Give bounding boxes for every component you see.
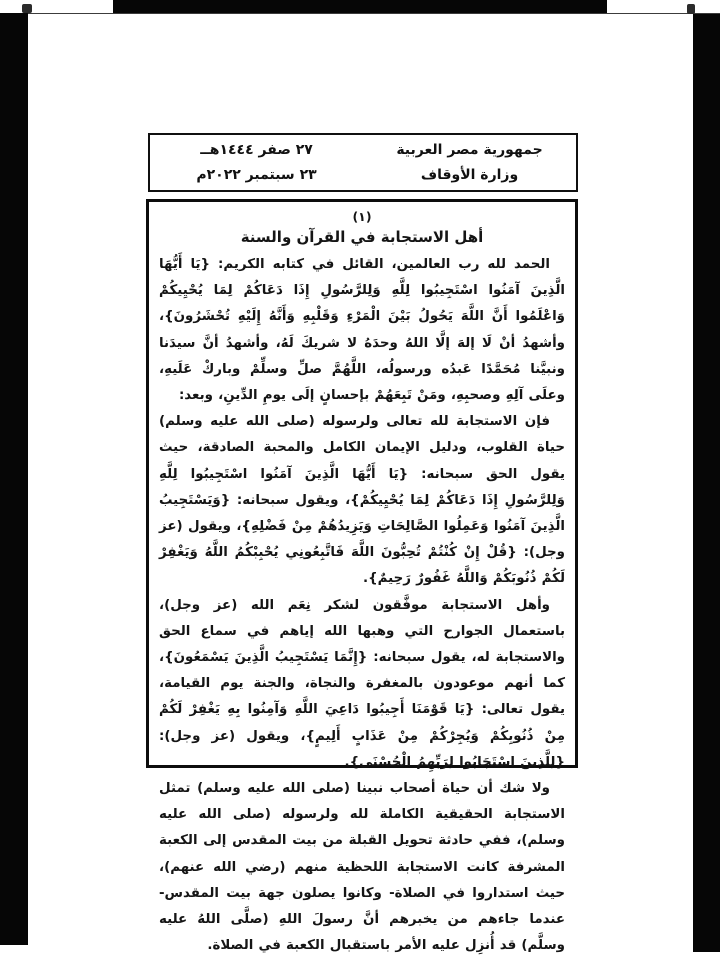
- ministry-name: وزارة الأوقاف: [420, 166, 519, 183]
- paper-edge-line: [0, 13, 720, 14]
- sermon-paragraph: فإن الاستجابة لله تعالى ولرسوله (صلى الله عليه وسلم) حياة القلوب، ودليل الإيمان الكامل والمحبة الصادقة، حيث يقول الحق سبحانه: {يَا أَيُّهَا الَّذِينَ آمَنُوا اسْتَجِيبُوا لِلَّهِ وَلِلرَّسُولِ إِذَا دَعَاكُمْ لِمَا يُحْيِيكُمْ}، ويقول سبحانه: {وَيَسْتَجِيبُ الَّذِينَ آمَنُوا وَعَمِلُوا الصَّالِحَاتِ وَيَزِيدُهُمْ مِنْ فَضْلِهِ}، ويقول (عز وجل): {قُلْ إِنْ كُنْتُمْ تُحِبُّونَ اللَّهَ فَاتَّبِعُونِي يُحْبِبْكُمُ اللَّهُ وَيَغْفِرْ لَكُمْ ذُنُوبَكُمْ وَاللَّهُ غَفُورٌ رَحِيمٌ}.: [159, 414, 565, 587]
- scan-frame-right: [693, 14, 720, 952]
- letterhead-authority: [363, 138, 576, 188]
- scan-frame-left: [0, 13, 28, 945]
- sermon-paragraph: وأهل الاستجابة موفَّقون لشكر نِعَم الله (عز وجل)، باستعمال الجوارح التي وهبها الله إياهم في سماع الحق والاستجابة له، يقول سبحانه: {إِنَّمَا يَسْتَجِيبُ الَّذِينَ يَسْمَعُونَ}، كما أنهم موعودون بالمغفرة والنجاة، والجنة يوم القيامة، يقول تعالى: {يَا قَوْمَنَا أَجِيبُوا دَاعِيَ اللَّهِ وَآمِنُوا بِهِ يَغْفِرْ لَكُمْ مِنْ ذُنُوبِكُمْ وَيُجِرْكُمْ مِنْ عَذَابٍ أَلِيمٍ}، ويقول (عز وجل): {لِلَّذِينَ اسْتَجَابُوا لِرَبِّهِمُ الْحُسْنَى}.: [159, 597, 565, 770]
- scan-artifact-left: [22, 4, 32, 13]
- sermon-paragraph: ولا شك أن حياة أصحاب نبينا (صلى الله عليه وسلم) تمثل الاستجابة الحقيقية الكاملة لله ولرسوله (صلى الله عليه وسلم)، ففي حادثة تحويل القبلة من بيت المقدس إلى الكعبة المشرفة كانت الاستجابة اللحظية منهم (رضي الله عنهم)، حيث استداروا في الصلاة- وكانوا يصلون جهة بيت المقدس- عندما جاءهم من يخبرهم أنَّ رسولَ اللهِ (صلَّى اللهُ عليه وسلَّم) قد أُنزِل عليه الأمر باستقبال الكعبة في الصلاة.: [159, 781, 565, 954]
- country-name: جمهورية مصر العربية: [396, 141, 543, 158]
- sermon-body-box: [146, 199, 578, 954]
- gregorian-date: ٢٣ سبتمبر ٢٠٢٢م: [196, 166, 317, 183]
- scan-artifact-right: [687, 4, 695, 14]
- sermon-number: (١): [352, 209, 372, 224]
- letterhead-box: [148, 133, 578, 192]
- sermon-title: أهل الاستجابة في القرآن والسنة: [240, 228, 484, 246]
- letterhead-dates: [150, 138, 363, 188]
- scan-frame-top: [113, 0, 607, 13]
- sermon-paragraph: الحمد لله رب العالمين، القائل في كتابه الكريم: {يَا أَيُّهَا الَّذِينَ آمَنُوا اسْتَجِيبُوا لِلَّهِ وَلِلرَّسُولِ إِذَا دَعَاكُمْ لِمَا يُحْيِيكُمْ وَاعْلَمُوا أَنَّ اللَّهَ يَحُولُ بَيْنَ الْمَرْءِ وَقَلْبِهِ وَأَنَّهُ إِلَيْهِ تُحْشَرُونَ}، وأشهدُ أنْ لَا إلهَ إلَّا اللهُ وحدَهُ لا شريكَ لَهُ، وأشهدُ أنَّ سيدَنا ونبيَّنا مُحَمَّدًا عَبدُه ورسولُه، اللَّهُمَّ صلِّ وسلِّمْ وباركْ عَلَيهِ، وعلَى آلِهِ وصحبِهِ، ومَنْ تَبِعَهُمْ بإحسانٍ إلَى يومِ الدِّينِ، وبعد:: [159, 257, 565, 404]
- hijri-date: ٢٧ صفر ١٤٤٤هــ: [200, 141, 313, 158]
